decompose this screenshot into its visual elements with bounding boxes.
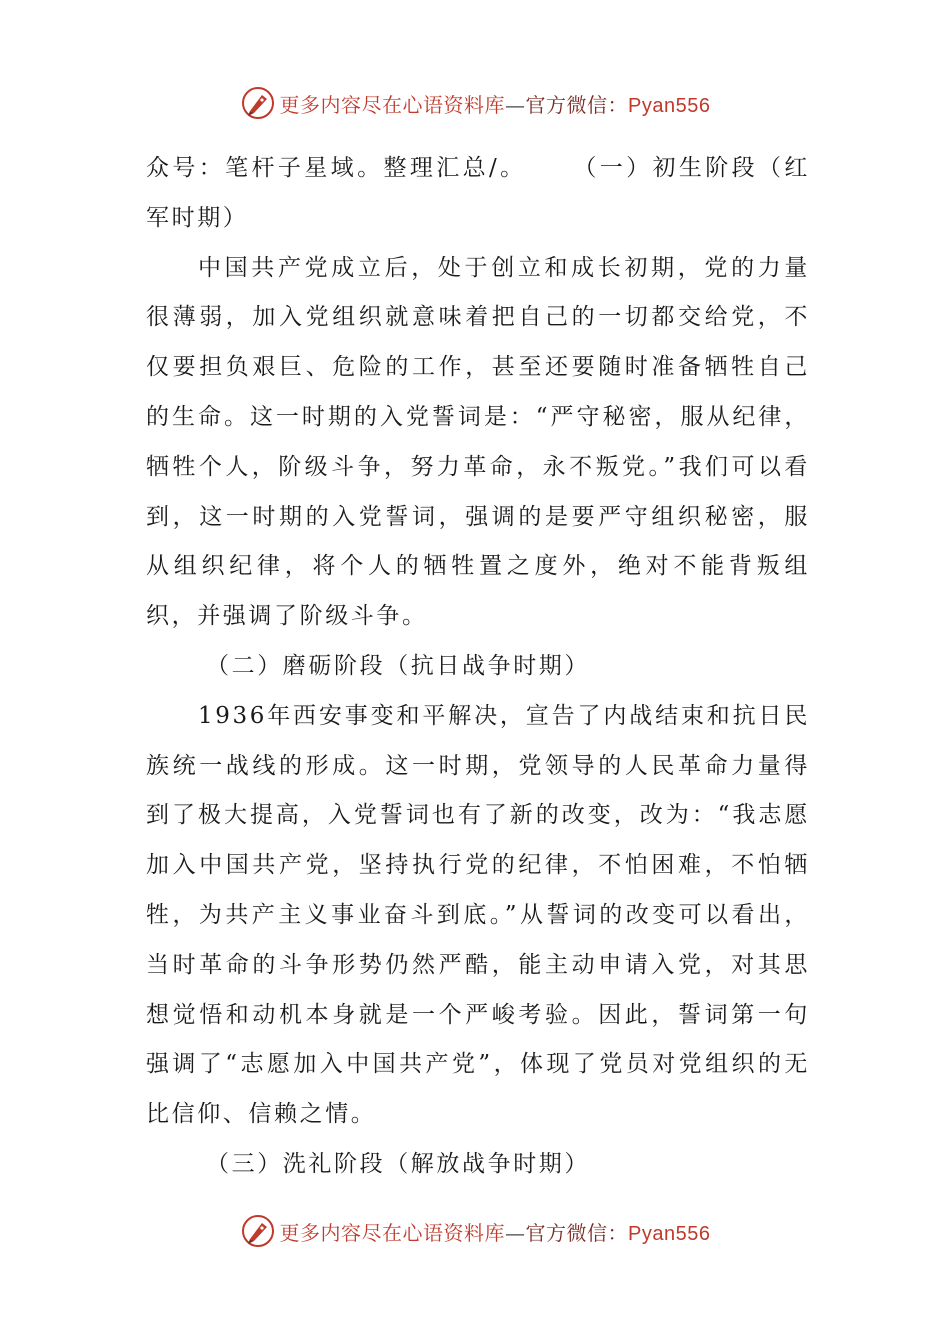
banner-text: [280, 89, 711, 118]
section-heading-2: （二）磨砺阶段（抗日战争时期）: [206, 652, 590, 679]
paragraph-1: 中国共产党成立后，处于创立和成长初期，党的力量很薄弱，加入党组织就意味着把自己的一切都交给党，不仅要担负艰巨、危险的工作，甚至还要随时准备牺牲自己的生命。这一时期的入党誓词是：“严守秘密，服从纪律，牺牲个人，阶级斗争，努力革命，永不叛党。”我们可以看到，这一时期的入党誓词，强调的是要严守组织秘密，服从组织纪律，将个人的牺牲置之度外，绝对不能背叛组织，并强调了阶级斗争。: [146, 254, 810, 630]
banner-wechat-id: Pyan556: [628, 1222, 711, 1245]
banner-brand: 更多内容尽在心语资料库: [279, 1220, 506, 1245]
header-banner: [0, 78, 950, 128]
banner-separator: —: [505, 1220, 526, 1245]
pen-nib-icon: [240, 1213, 276, 1249]
document-body: [146, 144, 810, 1190]
banner-separator: —: [505, 92, 526, 117]
section-heading-1: （一）初生阶段（红军时期）: [146, 155, 810, 231]
banner-wechat-label: 官方微信：: [525, 92, 629, 117]
banner-wechat-id: Pyan556: [628, 94, 711, 117]
paragraph-2: 1936年西安事变和平解决，宣告了内战结束和抗日民族统一战线的形成。这一时期，党领导的人民革命力量得到了极大提高，入党誓词也有了新的改变，改为：“我志愿加入中国共产党，坚持执行党的纪律，不怕困难，不怕牺牲，为共产主义事业奋斗到底。”从誓词的改变可以看出，当时革命的斗争形势仍然严酷，能主动申请入党，对其思想觉悟和动机本身就是一个严峻考验。因此，誓词第一句强调了“志愿加入中国共产党”，体现了党员对党组织的无比信仰、信赖之情。: [146, 702, 810, 1128]
opening-line: [146, 144, 810, 244]
banner-wechat-label: 官方微信：: [525, 1220, 629, 1245]
section-heading-3: （三）洗礼阶段（解放战争时期）: [206, 1150, 590, 1177]
footer-banner: [0, 1206, 950, 1256]
pen-nib-icon: [240, 85, 276, 121]
banner-brand: 更多内容尽在心语资料库: [279, 92, 506, 117]
opening-line-source: 众号：笔杆子星域。整理汇总/。: [146, 155, 527, 181]
banner-text: [280, 1217, 711, 1246]
